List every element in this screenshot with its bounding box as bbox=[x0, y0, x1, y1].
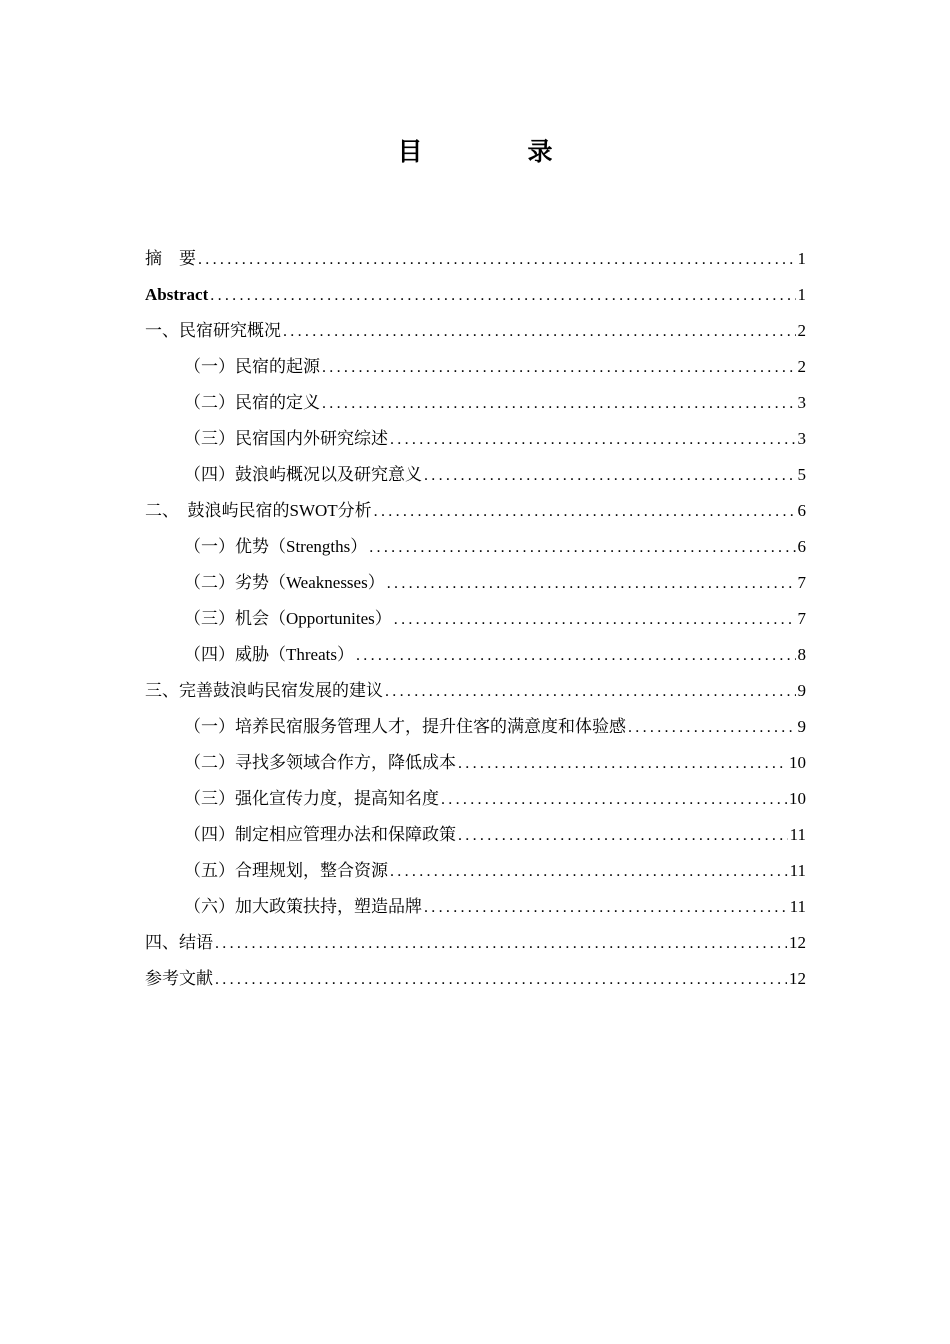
toc-dot-leader bbox=[215, 926, 787, 962]
toc-entry[interactable] bbox=[145, 493, 806, 529]
toc-entry-page-number: 1 bbox=[797, 285, 806, 304]
toc-entry[interactable] bbox=[145, 781, 806, 817]
toc-dot-leader bbox=[390, 422, 796, 458]
toc-entry-label: （六）加大政策扶持，塑造品牌 bbox=[184, 897, 422, 916]
toc-dot-leader bbox=[198, 242, 796, 278]
toc-dot-leader bbox=[424, 890, 788, 926]
toc-entry[interactable] bbox=[145, 745, 806, 781]
toc-entry-page-number: 11 bbox=[789, 897, 806, 916]
toc-entry[interactable] bbox=[145, 385, 806, 421]
toc-entry[interactable] bbox=[145, 277, 806, 313]
toc-entry[interactable] bbox=[145, 421, 806, 457]
toc-dot-leader bbox=[356, 638, 796, 674]
toc-dot-leader bbox=[628, 710, 796, 746]
toc-entry-label: （四）威胁（Threats） bbox=[184, 645, 354, 664]
toc-entry[interactable] bbox=[145, 817, 806, 853]
toc-entry-page-number: 7 bbox=[797, 573, 806, 592]
toc-entry[interactable] bbox=[145, 241, 806, 277]
toc-entry-page-number: 2 bbox=[797, 321, 806, 340]
toc-dot-leader bbox=[458, 818, 788, 854]
toc-entry-page-number: 9 bbox=[797, 681, 806, 700]
toc-entry-page-number: 6 bbox=[797, 501, 806, 520]
toc-entry-label: （四）制定相应管理办法和保障政策 bbox=[184, 825, 456, 844]
toc-entry-label: （五）合理规划，整合资源 bbox=[184, 861, 388, 880]
toc-entry[interactable] bbox=[145, 313, 806, 349]
toc-dot-leader bbox=[458, 746, 787, 782]
toc-dot-leader bbox=[283, 314, 796, 350]
toc-entry[interactable] bbox=[145, 349, 806, 385]
toc-entry-page-number: 12 bbox=[789, 933, 806, 952]
toc-entry-label: 摘 要 bbox=[145, 249, 196, 268]
toc-entry-page-number: 3 bbox=[797, 429, 806, 448]
toc-dot-leader bbox=[374, 494, 796, 530]
toc-entry-label: 三、完善鼓浪屿民宿发展的建议 bbox=[145, 681, 383, 700]
toc-entry-label: （二）劣势（Weaknesses） bbox=[184, 573, 385, 592]
toc-entry-label: （三）机会（Opportunites） bbox=[184, 609, 392, 628]
toc-dot-leader bbox=[394, 602, 796, 638]
toc-entry-label: 二、 鼓浪屿民宿的SWOT分析 bbox=[145, 501, 372, 520]
toc-entry-page-number: 2 bbox=[797, 357, 806, 376]
toc-dot-leader bbox=[210, 278, 795, 314]
table-of-contents bbox=[145, 241, 806, 997]
toc-entry-page-number: 8 bbox=[797, 645, 806, 664]
toc-entry-page-number: 9 bbox=[797, 717, 806, 736]
toc-entry[interactable] bbox=[145, 529, 806, 565]
toc-entry[interactable] bbox=[145, 925, 806, 961]
toc-entry-label: （三）强化宣传力度，提高知名度 bbox=[184, 789, 439, 808]
toc-entry-label: （三）民宿国内外研究综述 bbox=[184, 429, 388, 448]
toc-dot-leader bbox=[322, 350, 796, 386]
toc-entry[interactable] bbox=[145, 565, 806, 601]
toc-entry-label: （二）寻找多领域合作方，降低成本 bbox=[184, 753, 456, 772]
toc-entry[interactable] bbox=[145, 889, 806, 925]
toc-entry-label: （四）鼓浪屿概况以及研究意义 bbox=[184, 465, 422, 484]
toc-dot-leader bbox=[424, 458, 796, 494]
toc-entry[interactable] bbox=[145, 457, 806, 493]
page-title: 目 录 bbox=[397, 137, 593, 166]
toc-entry-page-number: 7 bbox=[797, 609, 806, 628]
toc-entry[interactable] bbox=[145, 853, 806, 889]
toc-entry-label: （一）培养民宿服务管理人才，提升住客的满意度和体验感 bbox=[184, 717, 626, 736]
toc-dot-leader bbox=[441, 782, 787, 818]
toc-dot-leader bbox=[369, 530, 795, 566]
toc-entry-page-number: 12 bbox=[789, 969, 806, 988]
toc-entry[interactable] bbox=[145, 673, 806, 709]
toc-dot-leader bbox=[215, 962, 787, 998]
toc-entry[interactable] bbox=[145, 961, 806, 997]
toc-entry-label: （一）民宿的起源 bbox=[184, 357, 320, 376]
toc-entry[interactable] bbox=[145, 709, 806, 745]
toc-entry-page-number: 1 bbox=[797, 249, 806, 268]
toc-entry-label: 一、民宿研究概况 bbox=[145, 321, 281, 340]
toc-dot-leader bbox=[385, 674, 796, 710]
toc-dot-leader bbox=[322, 386, 796, 422]
toc-entry-label: （二）民宿的定义 bbox=[184, 393, 320, 412]
toc-entry[interactable] bbox=[145, 601, 806, 637]
toc-entry[interactable] bbox=[145, 637, 806, 673]
toc-entry-label: Abstract bbox=[145, 285, 209, 304]
toc-entry-label: 参考文献 bbox=[145, 969, 213, 988]
toc-entry-label: 四、结语 bbox=[145, 933, 213, 952]
toc-entry-page-number: 5 bbox=[797, 465, 806, 484]
toc-entry-page-number: 10 bbox=[789, 753, 806, 772]
toc-entry-page-number: 10 bbox=[789, 789, 806, 808]
toc-entry-page-number: 3 bbox=[797, 393, 806, 412]
toc-entry-page-number: 11 bbox=[789, 861, 806, 880]
toc-entry-label: （一）优势（Strengths） bbox=[184, 537, 368, 556]
toc-dot-leader bbox=[387, 566, 796, 602]
toc-dot-leader bbox=[390, 854, 788, 890]
toc-entry-page-number: 6 bbox=[797, 537, 806, 556]
toc-entry-page-number: 11 bbox=[789, 825, 806, 844]
